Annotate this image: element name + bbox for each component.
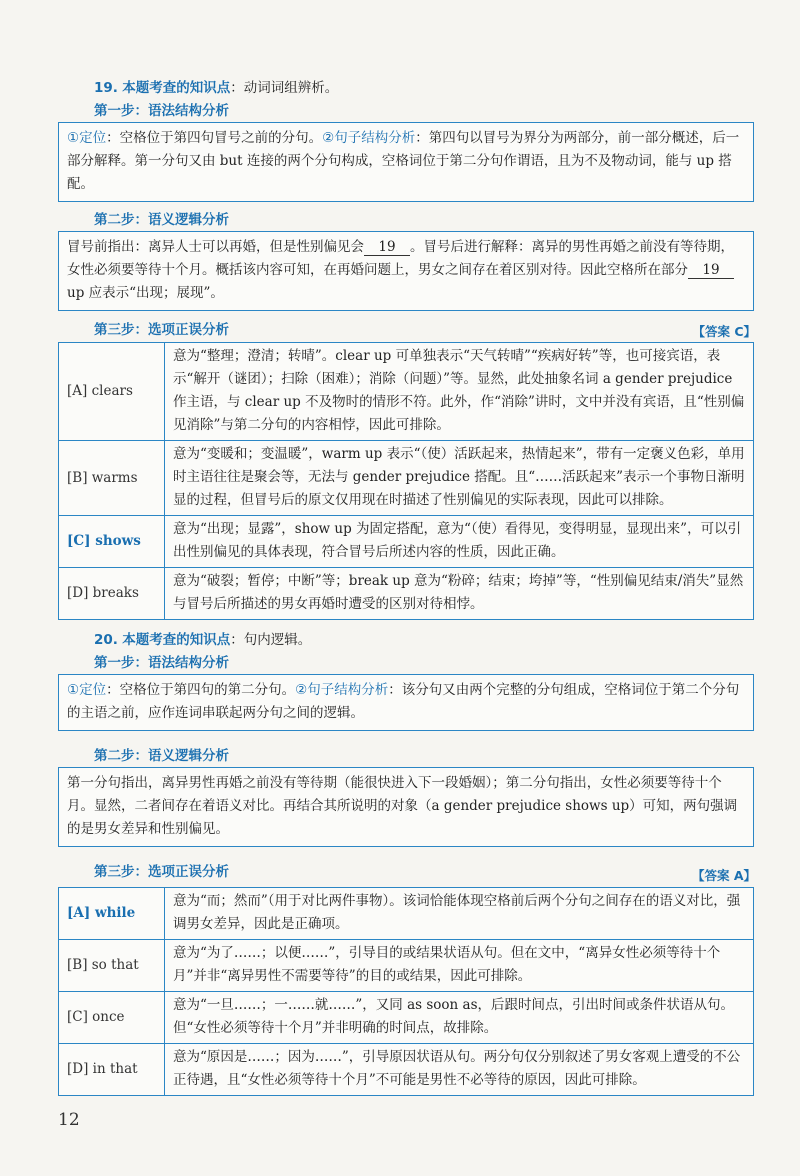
q19-step2-part2: 。冒号后进行解释：离异的男性再婚之前没有等待期，女性必须要等待十个月。概括该内容可知，在再婚问题上，男女之间存在着区别对待。因此空格所在部分	[67, 239, 734, 278]
q20-step1-text-a: ：空格位于第四句的第二分句。	[106, 682, 296, 698]
q19-blank-1: 19	[364, 240, 410, 256]
q20-step1-title: 第一步：语法结构分析	[94, 655, 229, 671]
q19-step1-text-a: ：空格位于第四句冒号之前的分句。	[106, 130, 323, 146]
q20-step1-label-b: ②句子结构分析	[295, 682, 389, 698]
q20-option-d-label: [D] in that	[59, 1044, 165, 1096]
q19-blank-2: 19	[688, 263, 734, 279]
q19-options-table	[58, 342, 754, 620]
q20-topic: ：句内逻辑。	[230, 632, 312, 648]
q19-option-d-row	[59, 568, 754, 620]
q20-options-table	[58, 887, 754, 1096]
q20-option-a-text: 意为“而；然而”（用于对比两件事物）。该词恰能体现空格前后两个分句之间存在的语义对比，强调男女差异，因此是正确项。	[165, 888, 754, 940]
q20-step1-text-b: ：该分句又由两个完整的分句组成，空格词位于第二个分句的主语之前，应作连词串联起两分句之间的逻辑。	[67, 682, 740, 721]
q19-option-b-text: 意为“变暖和；变温暖”，warm up 表示“（使）活跃起来，热情起来”，带有一定褒义色彩，单用时主语往往是聚会等，无法与 gender prejudice 搭配。且“……活跃起来”表示一个事物日渐明显的过程，但冒号后的原文仅用现在时描述了性别偏见的实际表现，因此可以排除。	[165, 441, 754, 516]
q20-step3-title: 第三步：选项正误分析	[94, 864, 229, 880]
q19-option-a-row	[59, 343, 754, 441]
q19-heading: 本题考查的知识点	[122, 80, 231, 96]
q19-step2-title: 第二步：语义逻辑分析	[94, 212, 229, 228]
q19-step1-label-b: ②句子结构分析	[322, 130, 416, 146]
q20-answer: 【答案 A】	[691, 868, 756, 883]
q20-option-c-label: [C] once	[59, 992, 165, 1044]
q20-step2-box	[58, 767, 754, 847]
q20-option-a-label: [A] while	[59, 888, 165, 940]
q20-option-b-row	[59, 940, 754, 992]
q20-option-d-text: 意为“原因是……；因为……”，引导原因状语从句。两分句仅分别叙述了男女客观上遭受的不公正待遇，且“女性必须等待十个月”不可能是男性不必等待的原因，因此可排除。	[165, 1044, 754, 1096]
q20-option-c-row	[59, 992, 754, 1044]
q20-option-a-row	[59, 888, 754, 940]
q19-step2-part1: 冒号前指出：离异人士可以再婚，但是性别偏见会	[67, 239, 364, 255]
q20-header	[94, 628, 311, 648]
q19-option-c-label: [C] shows	[59, 516, 165, 568]
q19-answer: 【答案 C】	[692, 324, 756, 339]
q20-option-d-row	[59, 1044, 754, 1096]
q19-number: 19.	[94, 80, 118, 96]
q20-option-b-text: 意为“为了……；以便……”，引导目的或结果状语从句。但在文中，“离异女性必须等待十个月”并非“离异男性不需要等待”的目的或结果，因此可排除。	[165, 940, 754, 992]
q20-step2-text: 第一分句指出，离异男性再婚之前没有等待期（能很快进入下一段婚姻）；第二分句指出，女性必须要等待十个月。显然，二者间存在着语义对比。再结合其所说明的对象（a gender prejudice shows up）可知，两句强调的是男女差异和性别偏见。	[67, 775, 738, 837]
q19-step1-box	[58, 122, 754, 202]
q19-option-c-text: 意为“出现；显露”，show up 为固定搭配，意为“（使）看得见，变得明显，显现出来”，可以引出性别偏见的具体表现，符合冒号后所述内容的性质，因此正确。	[165, 516, 754, 568]
page-number: 12	[58, 1110, 80, 1130]
q19-option-b-row	[59, 441, 754, 516]
q19-topic: ：动词词组辨析。	[230, 80, 339, 96]
q19-step2-part3: up 应表示“出现；展现”。	[67, 285, 224, 301]
q20-option-c-text: 意为“一旦……；一……就……”，又同 as soon as，后跟时间点，引出时间或条件状语从句。但“女性必须等待十个月”并非明确的时间点，故排除。	[165, 992, 754, 1044]
q19-option-d-label: [D] breaks	[59, 568, 165, 620]
q19-step2-box	[58, 231, 754, 311]
q19-header	[94, 76, 338, 96]
q20-option-b-label: [B] so that	[59, 940, 165, 992]
q20-number: 20.	[94, 632, 118, 648]
q19-option-d-text: 意为“破裂；暂停；中断”等；break up 意为“粉碎；结束；垮掉”等，“性别偏见结束/消失”显然与冒号后所描述的男女再婚时遭受的区别对待相悖。	[165, 568, 754, 620]
q20-heading: 本题考查的知识点	[122, 632, 231, 648]
q19-option-b-label: [B] warms	[59, 441, 165, 516]
q19-step3-title: 第三步：选项正误分析	[94, 322, 229, 338]
q20-step1-label-a: ①定位	[67, 682, 107, 698]
q19-step1-text-b: ：第四句以冒号为界分为两部分，前一部分概述，后一部分解释。第一分句又由 but 连接的两个分句构成，空格词位于第二分句作谓语，且为不及物动词，能与 up 搭配。	[67, 130, 740, 192]
q19-option-c-row	[59, 516, 754, 568]
q20-step1-box	[58, 674, 754, 731]
q19-option-a-text: 意为“整理；澄清；转晴”。clear up 可单独表示“天气转晴”“疾病好转”等，也可接宾语，表示“解开（谜团）；扫除（困难）；消除（问题）”等。显然，此处抽象名词 a gender prejudice 作主语，与 clear up 不及物时的情形不符。此外，作“消除”讲时，文中并没有宾语，且“性别偏见消除”与第二分句的内容相悖，因此可排除。	[165, 343, 754, 441]
q19-step1-label-a: ①定位	[67, 130, 107, 146]
q19-step1-title: 第一步：语法结构分析	[94, 103, 229, 119]
q19-option-a-label: [A] clears	[59, 343, 165, 441]
q20-step2-title: 第二步：语义逻辑分析	[94, 748, 229, 764]
